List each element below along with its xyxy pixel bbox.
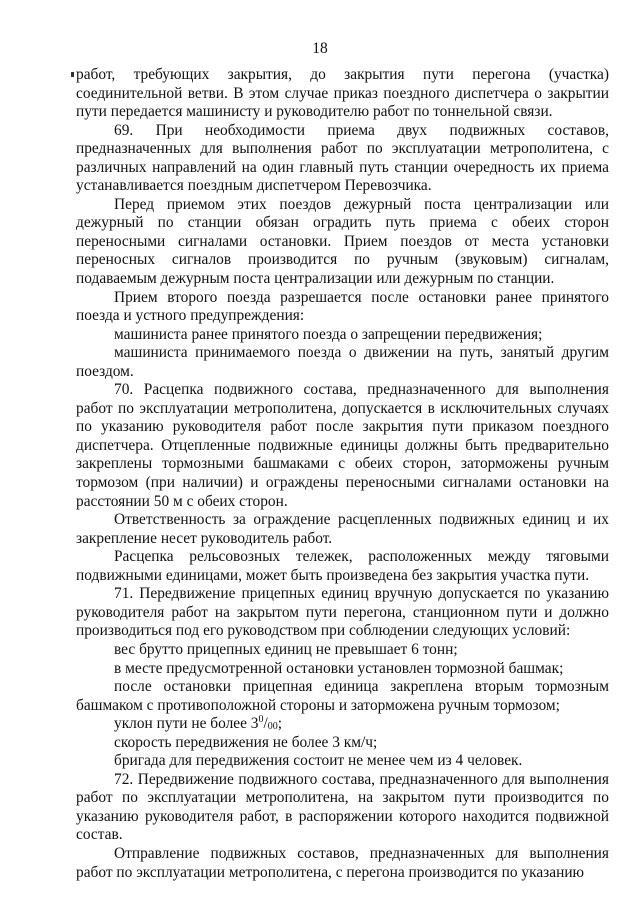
document-body xyxy=(76,66,609,882)
paragraph-69-reception: Перед приемом этих поездов дежурный поста централизации или дежурный по станции обязан оградить путь приема с обеих сторон переносными сигналами остановки. Прием поездов от места установки переносных сигналов производится по ручным (звуковым) сигналам, подаваемым дежурным поста централизации или дежурным по станции. xyxy=(76,195,609,288)
paragraph-70-bogies: Расцепка рельсовозных тележек, расположенных между тяговыми подвижными единицами, может быть произведена без закрытия участка пути. xyxy=(76,548,609,584)
list-item-crew: бригада для передвижения состоит не менее чем из 4 человек. xyxy=(114,752,523,770)
paragraph-70-responsibility: Ответственность за ограждение расцепленных подвижных единиц и их закрепление несет руководитель работ. xyxy=(76,511,609,547)
list-item-brake-shoe: в месте предусмотренной остановки установлен тормозной башмак; xyxy=(114,659,564,677)
paragraph-71: 71. Передвижение прицепных единиц вручную допускается по указанию руководителя работ на закрытом пути перегона, станционном пути и должно производиться под его руководством при соблюдении следующих условий: xyxy=(76,585,609,640)
paragraph-72-departure: Отправление подвижных составов, предназначенных для выполнения работ по эксплуатации метрополитена, с перегона производится по указанию xyxy=(76,844,609,881)
list-item-gross-weight: вес брутто прицепных единиц не превышает 6 тонн; xyxy=(114,640,458,658)
page-number: 18 xyxy=(312,40,328,57)
slope-slash: / xyxy=(263,715,268,733)
list-item-track-slope xyxy=(76,715,609,734)
paragraph-continuation: работ, требующих закрытия, до закрытия пути перегона (участка) соединительной ветви. В этом случае приказ поездного диспетчера о закрытии пути передается машинисту и руководителю работ по тоннельной связи. xyxy=(76,66,609,121)
paragraph-69-second-train: Прием второго поезда разрешается после остановки ранее принятого поезда и устного предупреждения: xyxy=(76,288,609,325)
margin-mark xyxy=(71,72,74,77)
slope-suffix: ; xyxy=(277,715,283,733)
paragraph-72: 72. Передвижение подвижного состава, предназначенного для выполнения работ по эксплуатации метрополитена, на закрытом пути производится по указанию руководителя работ, в распоряжении которого находится подвижной состав. xyxy=(76,770,609,844)
slope-text: уклон пути не более 3 xyxy=(114,715,259,733)
list-item-driver-occupied-track: машиниста принимаемого поезда о движении на путь, занятый другим поездом. xyxy=(76,344,609,380)
slope-sub: 00 xyxy=(267,721,278,733)
slope-sup: 0 xyxy=(258,714,264,726)
list-item-speed: скорость передвижения не более 3 км/ч; xyxy=(114,733,378,751)
paragraph-70: 70. Расцепка подвижного состава, предназначенного для выполнения работ по эксплуатации метрополитена, допускается в исключительных случаях по указанию руководителя работ после закрытия пути приказом поездного диспетчера. Отцепленные подвижные единицы должны быть предварительно закреплены тормозными башмаками с обеих сторон, заторможены ручным тормозом (при наличии) и ограждены переносными сигналами остановки на расстоянии 50 м с обеих сторон. xyxy=(76,381,609,510)
paragraph-69: 69. При необходимости приема двух подвижных составов, предназначенных для выполнения работ по эксплуатации метрополитена, с различных направлений на один главный путь станции очередность их приема устанавливается поездным диспетчером Перевозчика. xyxy=(76,121,609,195)
list-item-second-brake-shoe: после остановки прицепная единица закреплена вторым тормозным башмаком с противоположной стороны и заторможена ручным тормозом; xyxy=(76,678,609,714)
list-item-driver-prohibition: машиниста ранее принятого поезда о запрещении передвижения; xyxy=(114,325,543,343)
